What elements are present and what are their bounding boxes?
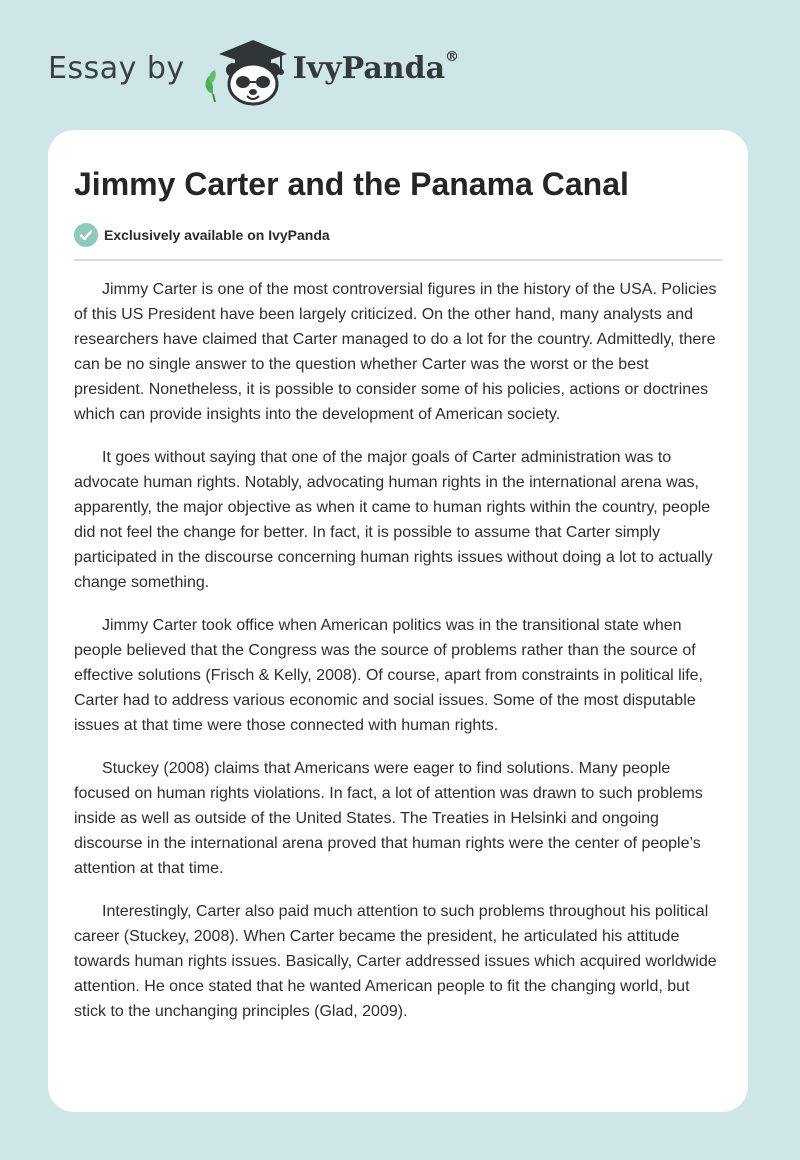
paragraph: Stuckey (2008) claims that Americans were eager to find solutions. Many people focused on human rights violations. In fact, a lot of attention was drawn to such problems inside as well as outside of the United States. The Treaties in Helsinki and ongoing discourse in the international arena proved that human rights were the center of people’s attention at that time.	[74, 760, 703, 877]
essay-by-label: Essay by	[48, 50, 185, 86]
brand-name	[292, 48, 460, 86]
paragraph: Jimmy Carter is one of the most controversial figures in the history of the USA. Policies of this US President have been largely criticized. On the other hand, many analysts and researchers have claimed that Carter managed to do a lot for the country. Admittedly, there can be no single answer to the question whether Carter was the worst or the best president. Nonetheless, it is possible to consider some of his policies, actions or doctrines which can provide insights into the development of American society.	[74, 281, 717, 423]
brand-header[interactable]	[48, 36, 459, 108]
paragraph: It goes without saying that one of the major goals of Carter administration was to advocate human rights. Notably, advocating human rights in the international arena was, apparently, the major objective as when it came to human rights within the country, people did not feel the change for better. In fact, it is possible to assume that Carter simply participated in the discourse concerning human rights issues without doing a lot to actually change something.	[74, 449, 713, 591]
page-title: Jimmy Carter and the Panama Canal	[74, 166, 629, 202]
panda-graduate-logo-icon	[201, 36, 289, 108]
essay-body	[74, 277, 722, 1024]
essay-card	[48, 130, 748, 1112]
brand-name-text: IvyPanda	[292, 50, 446, 86]
registered-mark: ®	[445, 48, 460, 65]
exclusive-badge	[74, 222, 722, 248]
exclusive-badge-label: Exclusively available on IvyPanda	[104, 227, 330, 243]
divider	[74, 259, 722, 261]
paragraph: Jimmy Carter took office when American politics was in the transitional state when people believed that the Congress was the source of problems rather than the source of effective solutions (Frisch & Kelly, 2008). Of course, apart from constraints in political life, Carter had to address various economic and social issues. Some of the most disputable issues at that time were those connected with human rights.	[74, 617, 703, 734]
paragraph: Interestingly, Carter also paid much attention to such problems throughout his political career (Stuckey, 2008). When Carter became the president, he articulated his attitude towards human rights issues. Basically, Carter addressed issues which acquired worldwide attention. He once stated that he wanted American people to fit the changing world, but stick to the unchanging principles (Glad, 2009).	[74, 903, 717, 1020]
check-circle-icon	[74, 223, 98, 247]
